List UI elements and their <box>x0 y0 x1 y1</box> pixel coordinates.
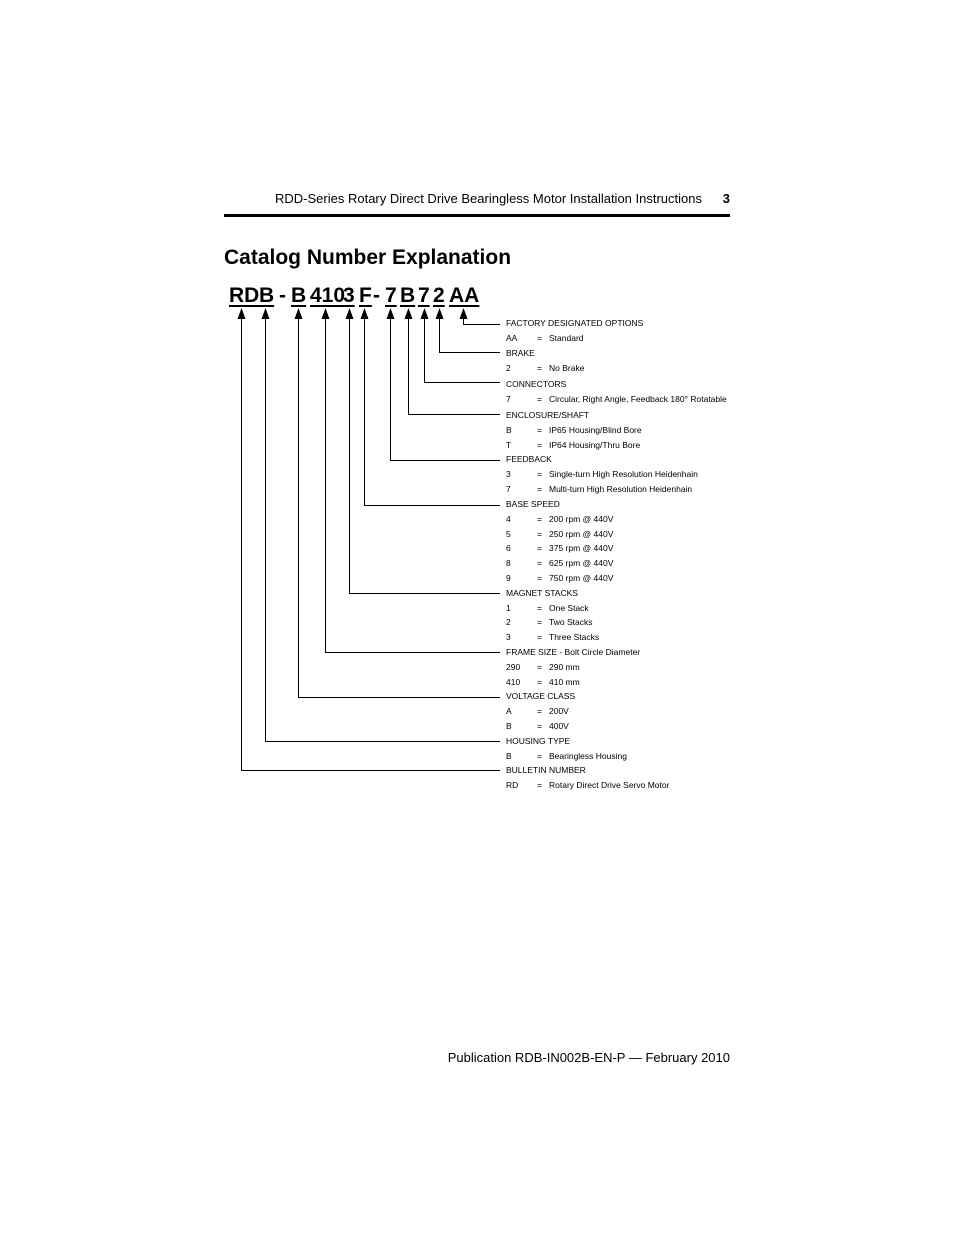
catalog-dash-1: - <box>279 284 286 307</box>
leader-brake <box>440 318 501 353</box>
legend-option: 6 = 375 rpm @ 440V <box>506 543 614 553</box>
legend-option: 5 = 250 rpm @ 440V <box>506 529 614 539</box>
legend-title-factory: FACTORY DESIGNATED OPTIONS <box>506 318 644 328</box>
legend-option: 4 = 200 rpm @ 440V <box>506 514 614 524</box>
catalog-segment-b3: B <box>400 284 416 307</box>
legend-option: 7 = Circular, Right Angle, Feedback 180° Rotatable <box>506 394 727 404</box>
arrow-voltage <box>295 308 303 319</box>
catalog-segment-rd: RD <box>229 284 260 307</box>
legend-option: 410 = 410 mm <box>506 677 580 687</box>
arrow-housing <box>262 308 270 319</box>
arrow-frame <box>322 308 330 319</box>
leader-housing <box>266 318 501 742</box>
legend-title-housing: HOUSING TYPE <box>506 736 571 746</box>
legend-option: 1 = One Stack <box>506 603 589 613</box>
legend-title-magnet: MAGNET STACKS <box>506 588 578 598</box>
catalog-segment-b1: B <box>259 284 275 307</box>
arrow-magnet <box>346 308 354 319</box>
arrow-brake <box>436 308 444 319</box>
catalog-segment-7b: 7 <box>418 284 430 307</box>
leader-base-speed <box>365 318 501 506</box>
leader-bulletin <box>242 318 501 771</box>
arrow-enclosure <box>405 308 413 319</box>
legend-option: 7 = Multi-turn High Resolution Heidenhain <box>506 484 693 494</box>
leader-frame <box>326 318 501 653</box>
catalog-dash-2: - <box>373 284 380 307</box>
catalog-segment-7a: 7 <box>385 284 397 307</box>
section-heading: Catalog Number Explanation <box>224 246 512 269</box>
arrow-bulletin <box>238 308 246 319</box>
catalog-segment-3: 3 <box>343 284 355 307</box>
legend-option: 2 = Two Stacks <box>506 617 593 627</box>
legend-title-enclosure: ENCLOSURE/SHAFT <box>506 410 590 420</box>
arrow-factory <box>460 308 468 319</box>
catalog-segment-410: 410 <box>310 284 346 307</box>
leader-feedback <box>391 318 501 461</box>
leader-factory <box>464 318 501 325</box>
legend-option: 2 = No Brake <box>506 363 585 373</box>
legend-option: 290 = 290 mm <box>506 662 580 672</box>
arrow-base-speed <box>361 308 369 319</box>
legend-title-brake: BRAKE <box>506 348 535 358</box>
legend-option: 3 = Single-turn High Resolution Heidenhain <box>506 469 698 479</box>
legend-option: A = 200V <box>506 706 569 716</box>
legend-option: B = 400V <box>506 721 569 731</box>
legend-option: B = Bearingless Housing <box>506 751 627 761</box>
leader-voltage <box>299 318 501 698</box>
legend-title-bulletin: BULLETIN NUMBER <box>506 765 586 775</box>
legend-option: T = IP64 Housing/Thru Bore <box>506 440 641 450</box>
catalog-segment-f: F <box>359 284 372 307</box>
legend-option: 9 = 750 rpm @ 440V <box>506 573 614 583</box>
arrow-feedback <box>387 308 395 319</box>
catalog-segment-b2: B <box>291 284 307 307</box>
legend-title-voltage: VOLTAGE CLASS <box>506 691 576 701</box>
header-title: RDD-Series Rotary Direct Drive Bearingless Motor Installation Instructions <box>275 191 702 206</box>
legend-title-frame: FRAME SIZE - Bolt Circle Diameter <box>506 647 641 657</box>
page-number: 3 <box>722 191 730 206</box>
legend-option: RD = Rotary Direct Drive Servo Motor <box>506 780 670 790</box>
legend-title-connectors: CONNECTORS <box>506 379 567 389</box>
leader-enclosure <box>409 318 501 415</box>
legend-option: B = IP65 Housing/Blind Bore <box>506 425 642 435</box>
publication-footer: Publication RDB-IN002B-EN-P — February 2010 <box>447 1050 730 1065</box>
catalog-segment-aa: AA <box>449 284 480 307</box>
legend-option: 3 = Three Stacks <box>506 632 600 642</box>
catalog-segment-2: 2 <box>433 284 445 307</box>
legend-title-base-speed: BASE SPEED <box>506 499 560 509</box>
legend-option: 8 = 625 rpm @ 440V <box>506 558 614 568</box>
leader-connectors <box>425 318 501 383</box>
legend-title-feedback: FEEDBACK <box>506 454 552 464</box>
legend-option: AA = Standard <box>506 333 584 343</box>
arrow-connectors <box>421 308 429 319</box>
